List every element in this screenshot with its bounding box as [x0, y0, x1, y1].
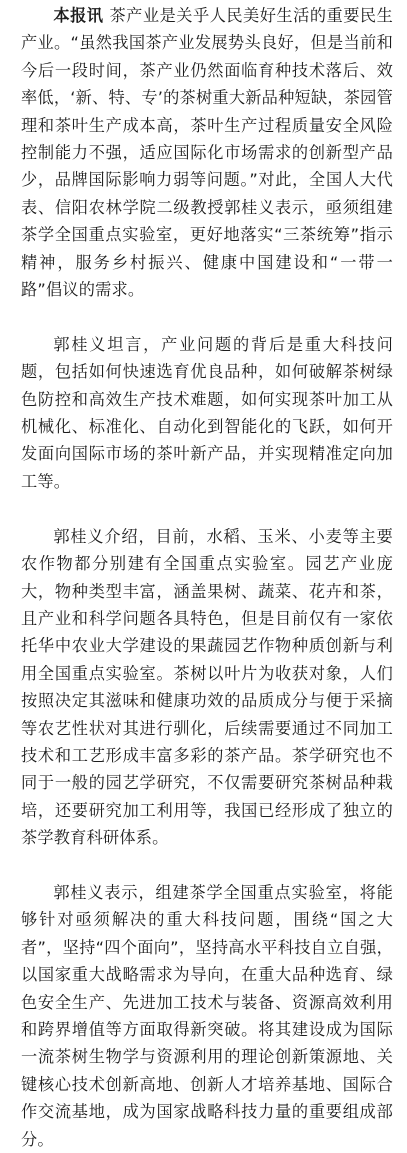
article-paragraph-1	[21, 2, 393, 303]
dateline-label: 本报讯	[53, 6, 104, 25]
article-paragraph-3: 郭桂义介绍，目前，水稻、玉米、小麦等主要农作物都分别建有全国重点实验室。园艺产业庞大，物种类型丰富，涵盖果树、蔬菜、花卉和茶，且产业和科学问题各具特色，但是目前仅有一家依托华中农业大学建设的果蔬园艺作物种质创新与利用全国重点实验室。茶树以叶片为收获对象，人们按照决定其滋味和健康功效的品质成分与便于采摘等农艺性状对其进行驯化，后续需要通过不同加工技术和工艺形成丰富多彩的茶产品。茶学研究也不同于一般的园艺学研究，不仅需要研究茶树品种栽培，还要研究加工利用等，我国已经形成了独立的茶学教育科研体系。	[21, 526, 393, 848]
article-paragraph-2: 郭桂义坦言，产业问题的背后是重大科技问题，包括如何快速选育优良品种，如何破解茶树绿色防控和高效生产技术难题，如何实现茶叶加工从机械化、标准化、自动化到智能化的飞跃，如何开发面向国际市场的茶叶新产品，并实现精准定向加工等。	[21, 334, 393, 491]
paragraph-1-text: 茶产业是关乎人民美好生活的重要民生产业。“虽然我国茶产业发展势头良好，但是当前和今后一段时间，茶产业仍然面临育种技术落后、效率低，‘新、特、专’的茶树重大新品种短缺，茶园管理和茶叶生产成本高，茶叶生产过程质量安全风险控制能力不强，适应国际化市场需求的创新型产品少，品牌国际影响力弱等问题。”对此，全国人大代表、信阳农林学院二级教授郭桂义表示，亟须组建茶学全国重点实验室，更好地落实“三茶统筹”指示精神，服务乡村振兴、健康中国建设和“一带一路”倡议的需求。	[21, 6, 393, 300]
article-paragraph-4: 郭桂义表示，组建茶学全国重点实验室，将能够针对亟须解决的重大科技问题，围绕“国之大者”，坚持“四个面向”，坚持高水平科技自立自强，以国家重大战略需求为导向，在重大品种选育、绿色安全生产、先进加工技术与装备、资源高效利用和跨界增值等方面取得新突破。将其建设成为国际一流茶树生物学与资源利用的理论创新策源地、关键核心技术创新高地、创新人才培养基地、国际合作交流基地，成为国家战略科技力量的重要组成部分。	[21, 882, 393, 1149]
